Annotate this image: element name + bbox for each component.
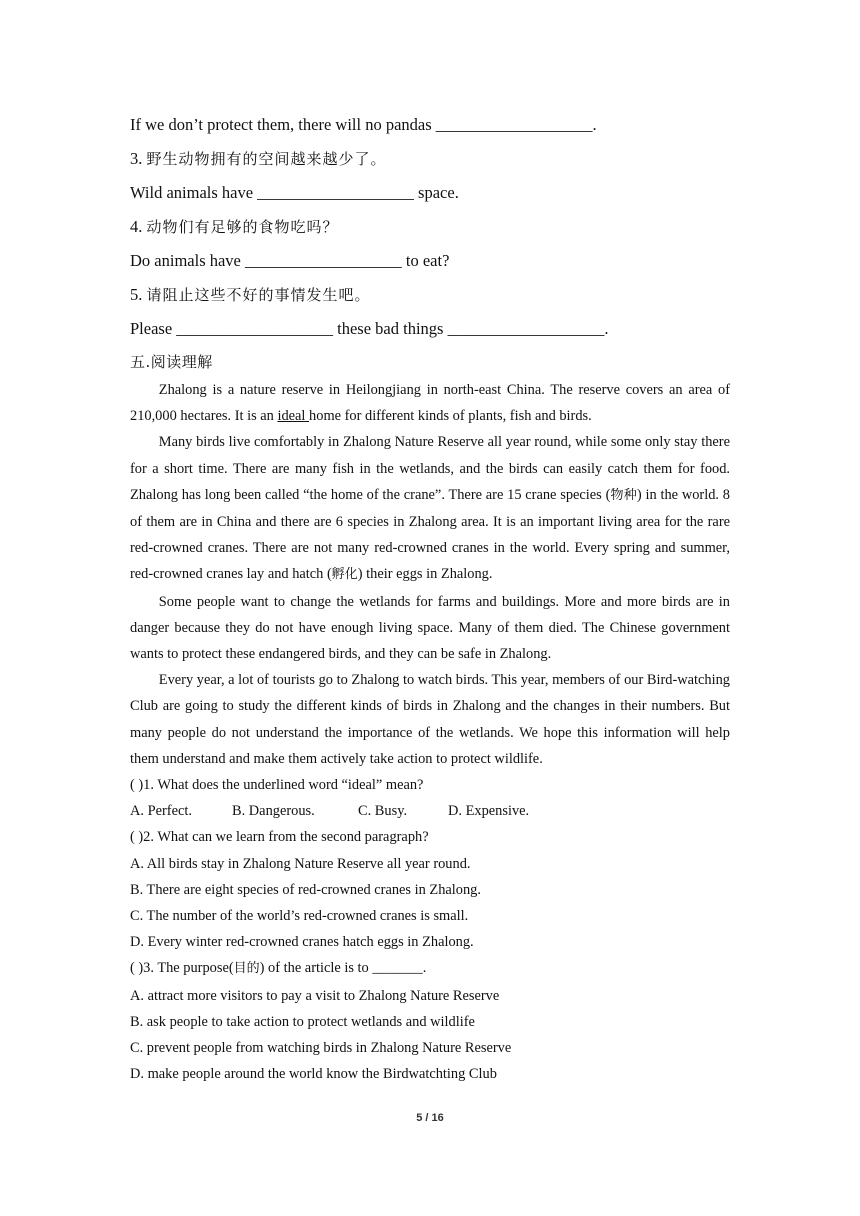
- question-1-option-a: A. Perfect.: [130, 803, 192, 820]
- question-3-text-b: ) of the article is to _______.: [259, 960, 427, 977]
- passage-paragraph-3: Some people want to change the wetlands for farms and buildings. More and more birds are in danger because they do not have enough living space. Many of them died. The Chinese government wants to protect these endangered birds, and they can be safe in Zhalong.: [130, 593, 730, 663]
- reading-section-title: [130, 347, 730, 377]
- exercise-item-4-chinese: [130, 210, 730, 244]
- question-1-option-c: C. Busy.: [358, 803, 408, 820]
- reading-passage: [130, 377, 730, 772]
- question-3-option-b: B. ask people to take action to protect wetlands and wildlife: [130, 1013, 475, 1030]
- item-5-chinese-text: 请阻止这些不好的事情发生吧。: [146, 286, 371, 304]
- question-3-option-a: A. attract more visitors to pay a visit to Zhalong Nature Reserve: [130, 987, 500, 1004]
- paragraph-1-text-b: home for different kinds of plants, fish and birds.: [309, 408, 592, 425]
- exercise-item-5-english: Please ___________________ these bad things ___________________.: [130, 319, 609, 338]
- passage-paragraph-1: [130, 377, 730, 429]
- question-1-options: [130, 798, 730, 824]
- question-3-option-c: C. prevent people from watching birds in Zhalong Nature Reserve: [130, 1040, 512, 1057]
- question-3-text-a: ( )3. The purpose(: [130, 960, 234, 977]
- item-4-number: 4.: [130, 217, 143, 236]
- question-2-option-d: D. Every winter red-crowned cranes hatch eggs in Zhalong.: [130, 934, 474, 951]
- item-5-number: 5.: [130, 285, 143, 304]
- question-3-option-d: D. make people around the world know the Birdwatchting Club: [130, 1066, 497, 1083]
- question-2-option-a: A. All birds stay in Zhalong Nature Reserve all year round.: [130, 855, 471, 872]
- exercise-item-3-chinese: [130, 142, 730, 176]
- page-number: 5 / 16: [416, 1112, 444, 1124]
- exercise-line-2-english: If we don’t protect them, there will no pandas ___________________.: [130, 115, 597, 134]
- paragraph-2-text-b: ) in the world. 8 of them are in China and there are 6 species in Zhalong area. It is an important living area for the rare red-crowned cranes. There are not many red-crowned cranes in the world. Every spring and summer, red-crowned cranes lay and hatch (: [130, 486, 730, 583]
- paragraph-2-chinese-gloss-species: 物种: [610, 487, 637, 503]
- item-3-number: 3.: [130, 149, 143, 168]
- paragraph-2-text-a: Many birds live comfortably in Zhalong Nature Reserve all year round, while some only stay there for a short time. There are many fish in the wetlands, and the birds can easily catch them for food. Zhalong has long been called “the home of the crane”. There are 15 crane species (: [130, 434, 730, 503]
- reading-section-title-text: 五.阅读理解: [130, 353, 213, 371]
- exercise-item-3-english: Wild animals have ___________________ space.: [130, 183, 459, 202]
- question-1-option-b: B. Dangerous.: [232, 803, 315, 820]
- question-1: ( )1. What does the underlined word “ideal” mean?: [130, 777, 424, 794]
- exercise-item-5-chinese: [130, 278, 730, 312]
- question-1-option-d: D. Expensive.: [448, 803, 530, 820]
- item-4-chinese-text: 动物们有足够的食物吃吗？: [146, 218, 339, 236]
- passage-paragraph-2: [130, 429, 730, 588]
- exercise-item-4-english: Do animals have ___________________ to eat?: [130, 251, 450, 270]
- paragraph-2-chinese-gloss-hatch: 孵化: [331, 567, 358, 583]
- question-2-option-c: C. The number of the world’s red-crowned cranes is small.: [130, 908, 469, 925]
- question-2-option-b: B. There are eight species of red-crowned cranes in Zhalong.: [130, 881, 481, 898]
- underlined-word-ideal: ideal: [277, 408, 310, 425]
- page-content: [130, 108, 730, 1087]
- question-3: [130, 955, 730, 982]
- question-2: ( )2. What can we learn from the second paragraph?: [130, 829, 429, 846]
- question-3-chinese-gloss: 目的: [233, 961, 260, 977]
- paragraph-1-text-a: Zhalong is a nature reserve in Heilongjiang in north-east China. The reserve covers an area of 210,000 hectares. It is an: [130, 382, 730, 425]
- passage-paragraph-4: Every year, a lot of tourists go to Zhalong to watch birds. This year, members of our Bird-watching Club are going to study the different kinds of birds in Zhalong and the changes in their numbers. But many people do not understand the importance of the wetlands. We hope this information will help them understand and make them actively take action to protect wildlife.: [130, 672, 730, 767]
- paragraph-2-text-c: ) their eggs in Zhalong.: [357, 566, 493, 583]
- item-3-chinese-text: 野生动物拥有的空间越来越少了。: [146, 150, 387, 168]
